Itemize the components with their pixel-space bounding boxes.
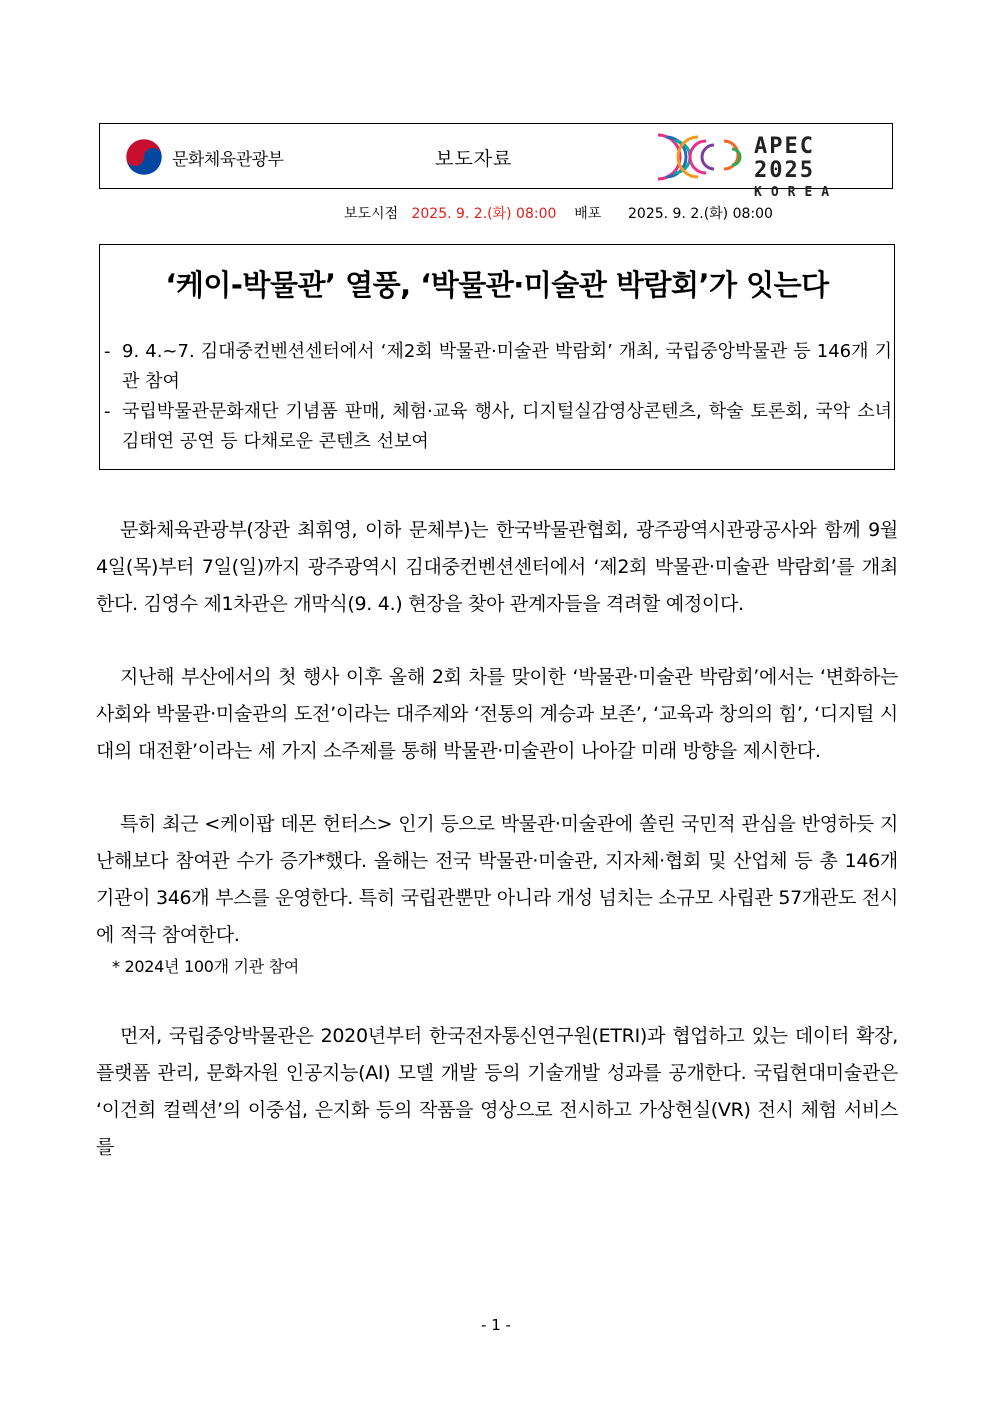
summary-bullets bbox=[104, 337, 892, 457]
body-paragraph: 특히 최근 <케이팝 데몬 헌터스> 인기 등으로 박물관·미술관에 쏠린 국민적 관심을 반영하듯 지난해보다 참여관 수가 증가*했다. 올해는 전국 박물관·미술관, 지자체·협회 및 산업체 등 총 146개 기관이 346개 부스를 운영한다. 특히 국립관뿐만 아니라 개성 넘치는 소규모 사립관 57개관도 전시에 적극 참여한다. bbox=[96, 813, 898, 946]
footnote: * 2024년 100개 기관 참여 bbox=[112, 957, 299, 976]
ministry-name: 문화체육관광부 bbox=[172, 149, 284, 170]
header-box bbox=[99, 123, 893, 200]
release-timing bbox=[344, 203, 773, 223]
apec-emblem-icon bbox=[652, 127, 752, 185]
taegeuk-icon bbox=[124, 137, 164, 177]
apec-title: APEC 2025 bbox=[754, 134, 815, 183]
ministry-logo bbox=[124, 138, 283, 176]
embargo-label: 보도시점 bbox=[344, 206, 399, 222]
distribution-value: 2025. 9. 2.(화) 08:00 bbox=[628, 206, 773, 222]
doc-type-label: 보도자료 bbox=[435, 148, 513, 170]
summary-bullet: - 9. 4.~7. 김대중컨벤션센터에서 ‘제2회 박물관·미술관 박람회’ 개최, 국립중앙박물관 등 146개 기관 참여 bbox=[104, 337, 892, 397]
embargo-value: 2025. 9. 2.(화) 08:00 bbox=[411, 206, 557, 222]
body-paragraph: 문화체육관광부(장관 최휘영, 이하 문체부)는 한국박물관협회, 광주광역시관광공사와 함께 9월 4일(목)부터 7일(일)까지 광주광역시 김대중컨벤션센터에서 ‘제2회 박물관·미술관 박람회’를 개최한다. 김영수 제1차관은 개막식(9. 4.) 현장을 찾아 관계자들을 격려할 예정이다. bbox=[96, 519, 898, 615]
distribution-label: 배포 bbox=[574, 206, 602, 222]
summary-box bbox=[99, 244, 895, 470]
body-paragraph: 지난해 부산에서의 첫 행사 이후 올해 2회 차를 맞이한 ‘박물관·미술관 박람회’에서는 ‘변화하는 사회와 박물관·미술관의 도전’이라는 대주제와 ‘전통의 계승과 보존’, ‘교육과 창의의 힘’, ‘디지털 시대의 대전환’이라는 세 가지 소주제를 통해 박물관·미술관이 나아갈 미래 방향을 제시한다. bbox=[96, 666, 898, 762]
headline: ‘케이-박물관’ 열풍, ‘박물관·미술관 박람회’가 잇는다 bbox=[165, 268, 829, 302]
body-paragraph: 먼저, 국립중앙박물관은 2020년부터 한국전자통신연구원(ETRI)과 협업하고 있는 데이터 확장, 플랫폼 관리, 문화자원 인공지능(AI) 모델 개발 등의 기술개발 성과를 공개한다. 국립현대미술관은 ‘이건희 컬렉션’의 이중섭, 은지화 등의 작품을 영상으로 전시하고 가상현실(VR) 전시 체험 서비스를 bbox=[96, 1025, 898, 1158]
apec-logo bbox=[652, 127, 888, 200]
page-number: - 1 - bbox=[481, 1316, 511, 1334]
apec-subtitle: KOREA bbox=[754, 185, 839, 200]
summary-bullet: - 국립박물관문화재단 기념품 판매, 체험·교육 행사, 디지털실감영상콘텐츠, 학술 토론회, 국악 소녀 김태연 공연 등 다채로운 콘텐츠 선보여 bbox=[104, 397, 892, 457]
summary-bullet-text: 9. 4.~7. 김대중컨벤션센터에서 ‘제2회 박물관·미술관 박람회’ 개최, 국립중앙박물관 등 146개 기관 참여 bbox=[122, 341, 892, 392]
summary-bullet-text: 국립박물관문화재단 기념품 판매, 체험·교육 행사, 디지털실감영상콘텐츠, 학술 토론회, 국악 소녀 김태연 공연 등 다채로운 콘텐츠 선보여 bbox=[122, 401, 892, 452]
body-text bbox=[96, 512, 898, 1202]
